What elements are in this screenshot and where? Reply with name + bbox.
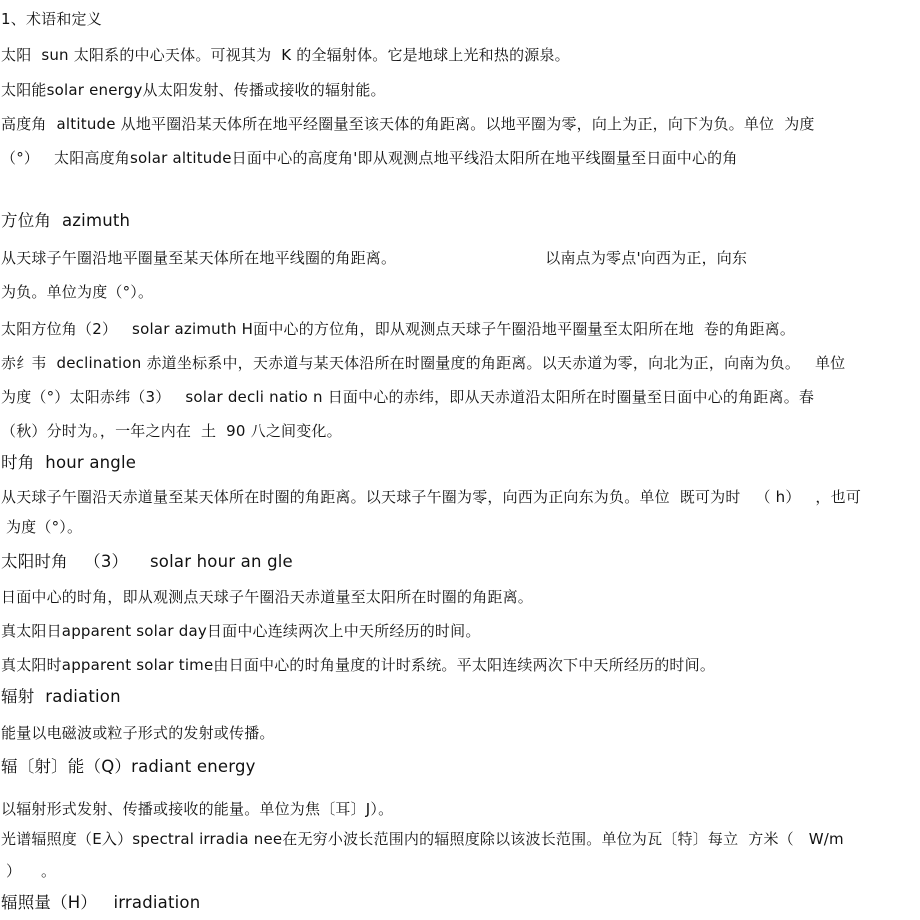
- section-heading: 1、术语和定义: [1, 10, 102, 28]
- term-heading: 辐照量（H） irradiation: [1, 893, 201, 912]
- term-heading: 辐〔射〕能（Q）radiant energy: [1, 757, 256, 776]
- text-line: 以辐射形式发射、传播或接收的能量。单位为焦〔耳〕J）。: [1, 800, 394, 818]
- term-heading: 方位角 azimuth: [1, 211, 131, 230]
- text-line: 为度（°）太阳赤纬（3） solar decli natio n 日面中心的赤纬，即从天赤道沿太阳所在时圈量至日面中心的角距离。春: [1, 388, 815, 406]
- text-line: 从天球子午圈沿地平圈量至某天体所在地平线圈的角距离。 以南点为零点'向西为正，向东: [1, 249, 748, 267]
- text-line: 太阳能solar energy从太阳发射、传播或接收的辐射能。: [1, 81, 386, 99]
- text-line: 高度角 altitude 从地平圈沿某天体所在地平经圈量至该天体的角距离。以地平圈为零，向上为正，向下为负。单位 为度: [1, 115, 815, 133]
- text-line: 真太阳时apparent solar time由日面中心的时角量度的计时系统。平太阳连续两次下中天所经历的时间。: [1, 656, 716, 674]
- text-line: （°） 太阳高度角solar altitude日面中心的高度角'即从观测点地平线沿太阳所在地平线圈量至日面中心的角: [1, 149, 738, 167]
- text-line: 为度（°）。: [1, 518, 83, 536]
- term-heading: 太阳时角 （3） solar hour an gle: [1, 552, 293, 571]
- text-line: 赤纟韦 declination 赤道坐标系中，天赤道与某天体沿所在时圈量度的角距离。以天赤道为零，向北为正，向南为负。 单位: [1, 354, 846, 372]
- term-heading: 辐射 radiation: [1, 687, 121, 706]
- text-line: （秋）分时为。，一年之内在 土 90 八之间变化。: [1, 422, 342, 440]
- text-line: 太阳 sun 太阳系的中心天体。可视其为 K 的全辐射体。它是地球上光和热的源泉。: [1, 46, 570, 64]
- text-line: 为负。单位为度（°）。: [1, 283, 154, 301]
- text-line: 太阳方位角（2） solar azimuth H面中心的方位角，即从观测点天球子午圈沿地平圈量至太阳所在地 卷的角距离。: [1, 320, 796, 338]
- text-line: 光谱辐照度（E入）spectral irradia nee在无穷小波长范围内的辐照度除以该波长范围。单位为瓦〔特〕每立 方米（ W/m: [1, 830, 844, 848]
- text-line: 能量以电磁波或粒子形式的发射或传播。: [1, 724, 275, 742]
- text-line: 从天球子午圈沿天赤道量至某天体所在时圈的角距离。以天球子午圈为零，向西为正向东为负。单位 既可为时 （ h） ，也可: [1, 488, 862, 506]
- term-heading: 时角 hour angle: [1, 453, 137, 472]
- text-line: ） 。: [1, 862, 57, 880]
- text-line: 真太阳日apparent solar day日面中心连续两次上中天所经历的时间。: [1, 622, 481, 640]
- text-line: 日面中心的时角，即从观测点天球子午圈沿天赤道量至太阳所在时圈的角距离。: [1, 588, 534, 606]
